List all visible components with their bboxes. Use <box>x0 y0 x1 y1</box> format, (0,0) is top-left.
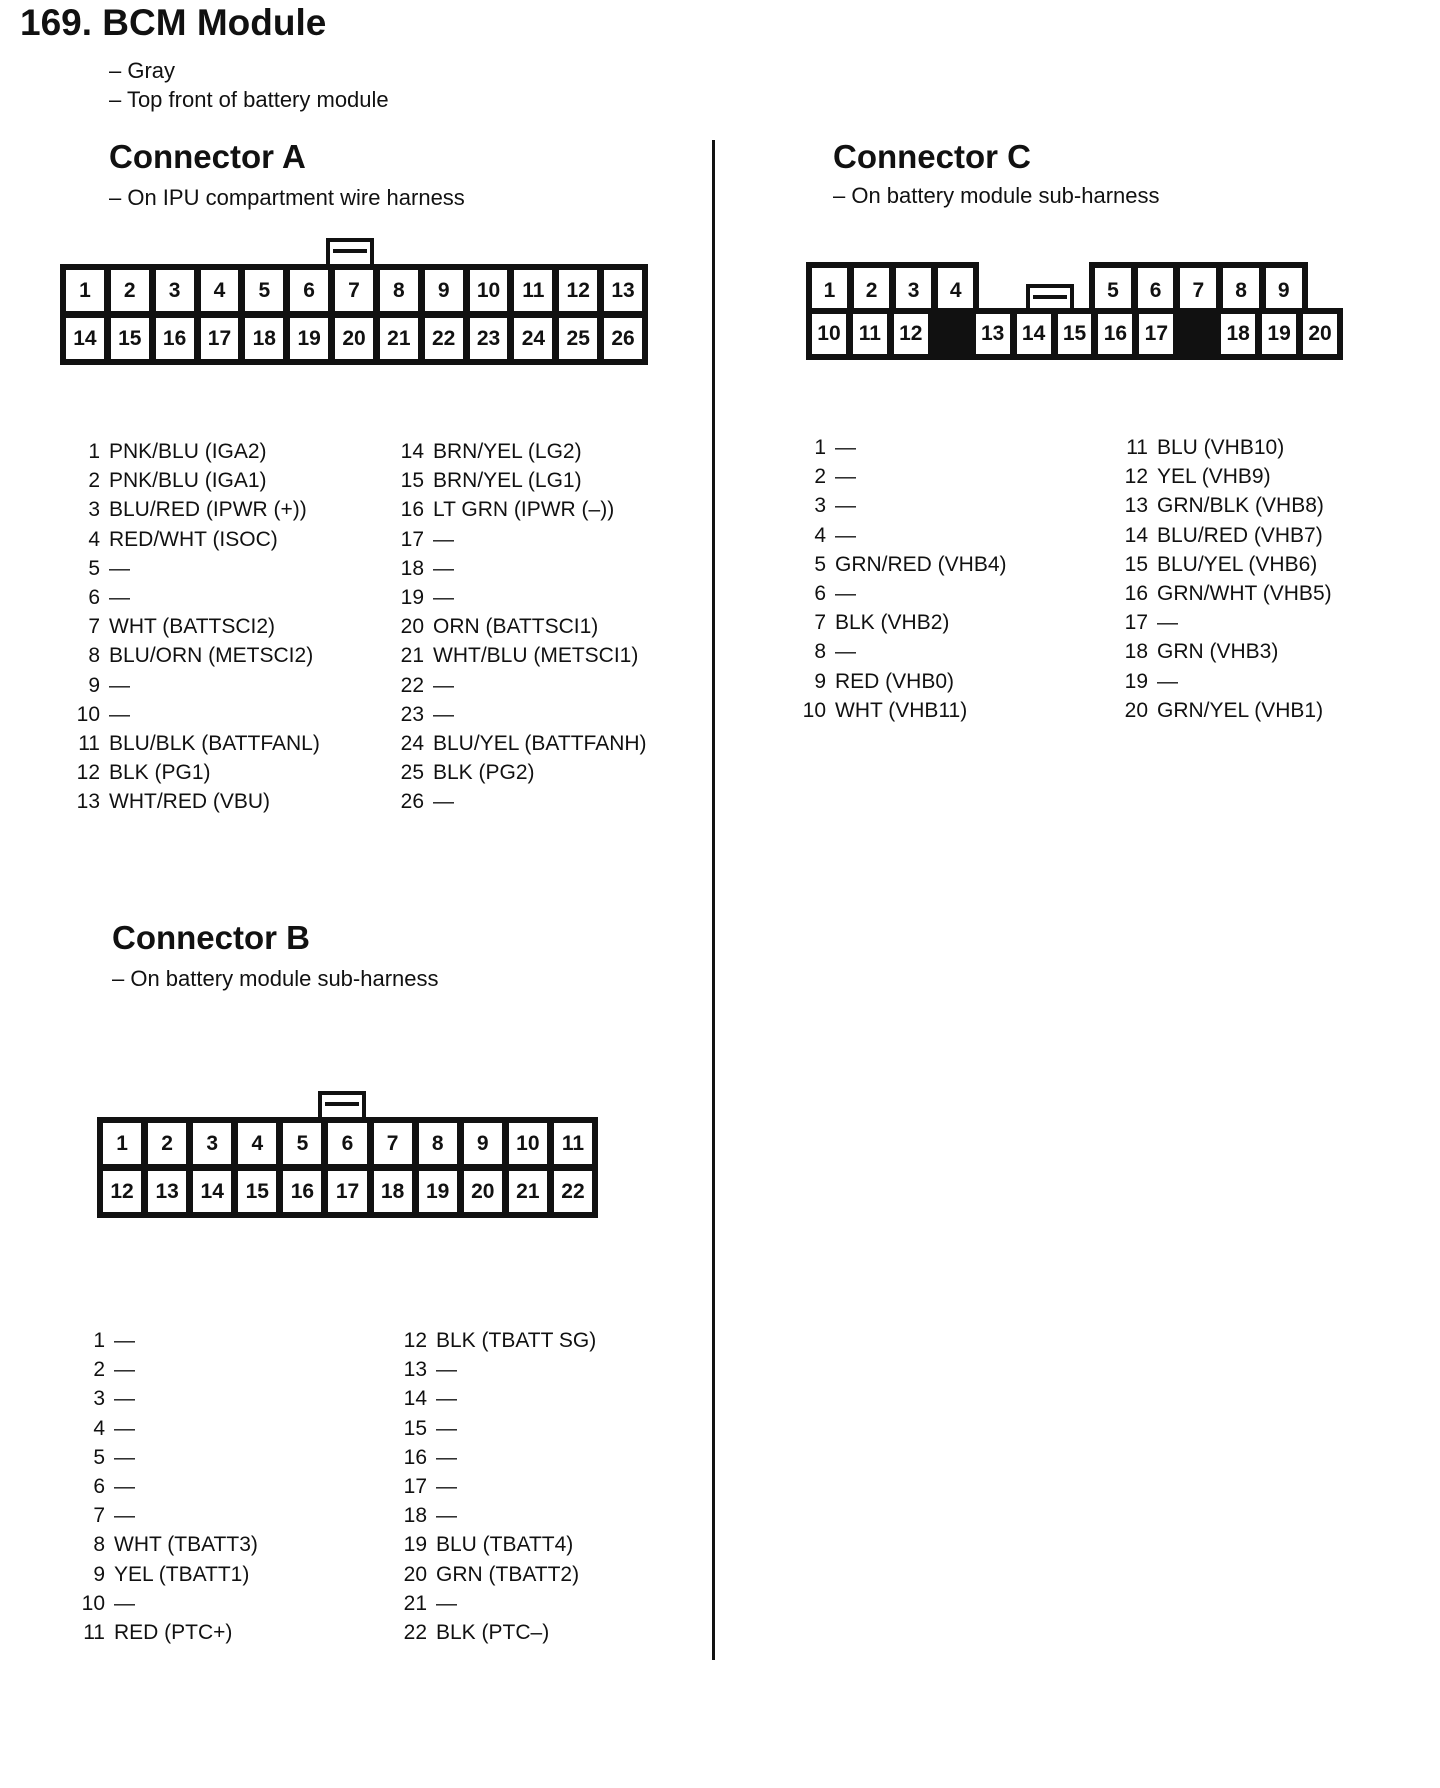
pin-number: 12 <box>1124 465 1148 489</box>
pin-number: 18 <box>400 556 424 580</box>
pin-description: GRN (VHB3) <box>1157 640 1279 664</box>
pin-description: — <box>835 523 856 547</box>
connector-pin: 12 <box>892 312 930 356</box>
connector-a-location: – On IPU compartment wire harness <box>109 185 465 210</box>
module-color: – Gray <box>109 58 176 83</box>
module-location: – Top front of battery module <box>109 87 389 112</box>
pin-entry <box>394 525 647 554</box>
pin-description: — <box>114 1445 135 1469</box>
pin-entry <box>394 758 647 787</box>
connector-pin: 13 <box>146 1169 188 1214</box>
pin-description: — <box>436 1358 457 1382</box>
connector-c-title: Connector C <box>833 138 1031 175</box>
pin-entry <box>75 1384 258 1413</box>
connector-pin: 6 <box>326 1121 368 1166</box>
pin-number: 12 <box>76 761 100 785</box>
pin-description: — <box>114 1329 135 1352</box>
pin-entry <box>397 1618 596 1647</box>
connector-a-title: Connector A <box>109 138 306 175</box>
connector-b-pins-right <box>397 1326 596 1647</box>
pin-number: 13 <box>1124 494 1148 518</box>
pin-number: 26 <box>400 790 424 814</box>
pin-entry <box>394 729 647 758</box>
pin-entry <box>394 700 647 729</box>
module-details <box>109 56 389 114</box>
pin-description: — <box>433 673 454 697</box>
pin-entry <box>1118 696 1332 725</box>
connector-pin: 1 <box>810 266 849 316</box>
pin-number: 17 <box>400 527 424 551</box>
pin-description: — <box>109 556 130 580</box>
pin-number: 6 <box>814 582 826 606</box>
pin-description: — <box>835 582 856 606</box>
connector-b-diagram <box>97 1117 598 1218</box>
pin-description: BLU/YEL (BATTFANH) <box>433 732 647 756</box>
pin-entry <box>796 521 1007 550</box>
pin-entry <box>394 787 647 816</box>
connector-c-pins-right <box>1118 433 1332 725</box>
connector-pin: 5 <box>243 268 285 313</box>
pin-description: GRN/RED (VHB4) <box>835 552 1007 576</box>
connector-pin: 8 <box>378 268 420 313</box>
pin-number: 2 <box>93 1358 105 1382</box>
connector-pin: 13 <box>974 312 1012 356</box>
pin-number: 23 <box>400 702 424 726</box>
connector-pin: 23 <box>468 316 510 361</box>
pin-number: 8 <box>93 1533 105 1557</box>
pin-entry <box>70 495 320 524</box>
pin-description: BLU (TBATT4) <box>436 1533 574 1557</box>
pin-entry <box>1118 637 1332 666</box>
pin-number: 25 <box>400 761 424 785</box>
pin-entry <box>75 1472 258 1501</box>
pin-number: 10 <box>81 1591 105 1615</box>
pin-number: 19 <box>403 1533 427 1557</box>
connector-pin: 17 <box>199 316 241 361</box>
pin-description: GRN (TBATT2) <box>436 1562 580 1586</box>
pin-number: 17 <box>403 1475 427 1499</box>
pin-number: 8 <box>88 644 100 668</box>
pin-description: LT GRN (IPWR (–)) <box>433 498 615 522</box>
pin-entry <box>397 1443 596 1472</box>
pin-number: 15 <box>400 469 424 493</box>
connector-pin: 14 <box>191 1169 233 1214</box>
pin-entry <box>70 758 320 787</box>
connector-pin: 2 <box>852 266 891 316</box>
connector-pin: 4 <box>236 1121 278 1166</box>
pin-number: 19 <box>1124 669 1148 693</box>
pin-entry <box>796 696 1007 725</box>
pin-number: 17 <box>1124 611 1148 635</box>
pin-number: 21 <box>403 1591 427 1615</box>
pin-number: 1 <box>93 1329 105 1352</box>
column-divider <box>712 140 715 1660</box>
pin-entry <box>394 583 647 612</box>
connector-b-title: Connector B <box>112 919 310 956</box>
connector-pin: 11 <box>851 312 889 356</box>
pin-entry <box>70 671 320 700</box>
pin-number: 4 <box>88 527 100 551</box>
pin-number: 10 <box>802 698 826 722</box>
pin-description: BLU/RED (IPWR (+)) <box>109 498 307 522</box>
pin-number: 22 <box>400 673 424 697</box>
pin-entry <box>397 1384 596 1413</box>
connector-pin: 9 <box>1264 266 1304 316</box>
connector-pin: 1 <box>101 1121 143 1166</box>
pin-number: 7 <box>93 1504 105 1528</box>
pin-description: — <box>835 494 856 518</box>
pin-number: 5 <box>88 556 100 580</box>
pin-number: 8 <box>814 640 826 664</box>
pin-entry <box>75 1326 258 1355</box>
connector-pin: 11 <box>552 1121 594 1166</box>
pin-description: — <box>835 436 856 459</box>
connector-pin: 3 <box>154 268 196 313</box>
connector-pin: 20 <box>1301 312 1339 356</box>
pin-entry <box>397 1560 596 1589</box>
pin-number: 22 <box>403 1621 427 1645</box>
pin-number: 3 <box>88 498 100 522</box>
connector-pin: 3 <box>894 266 933 316</box>
pin-description: — <box>835 465 856 489</box>
pin-entry <box>70 787 320 816</box>
pin-description: — <box>109 586 130 610</box>
pin-description: YEL (VHB9) <box>1157 465 1271 489</box>
pin-number: 11 <box>83 1621 105 1645</box>
connector-c-pins-left <box>796 433 1007 725</box>
connector-pin: 18 <box>1219 312 1257 356</box>
pin-number: 18 <box>403 1504 427 1528</box>
pin-entry <box>1118 579 1332 608</box>
pin-entry <box>75 1501 258 1530</box>
pin-description: BRN/YEL (LG1) <box>433 469 582 493</box>
pin-description: BRN/YEL (LG2) <box>433 440 582 463</box>
pin-entry <box>397 1530 596 1559</box>
pin-entry <box>796 579 1007 608</box>
pin-description: BLK (VHB2) <box>835 611 950 635</box>
pin-entry <box>796 550 1007 579</box>
connector-pin: 16 <box>281 1169 323 1214</box>
pin-description: GRN/BLK (VHB8) <box>1157 494 1324 518</box>
pin-description: ORN (BATTSCI1) <box>433 615 599 639</box>
pin-description: BLK (PG2) <box>433 761 535 785</box>
pin-entry <box>394 437 647 466</box>
pin-entry <box>796 637 1007 666</box>
pin-description: — <box>1157 611 1178 635</box>
pin-entry <box>70 525 320 554</box>
connector-pin: 5 <box>1093 266 1133 316</box>
connector-pin: 20 <box>333 316 375 361</box>
pin-number: 5 <box>814 552 826 576</box>
pin-description: — <box>1157 669 1178 693</box>
pin-entry <box>1118 667 1332 696</box>
connector-pin: 4 <box>936 266 975 316</box>
pin-entry <box>75 1414 258 1443</box>
page-title: 169. BCM Module <box>20 2 327 43</box>
pin-number: 16 <box>400 498 424 522</box>
connector-a-diagram <box>60 264 648 365</box>
pin-description: BLU/RED (VHB7) <box>1157 523 1323 547</box>
connector-pin: 9 <box>462 1121 504 1166</box>
connector-pin: 3 <box>191 1121 233 1166</box>
pin-number: 1 <box>814 436 826 459</box>
connector-a-pins-right <box>394 437 647 817</box>
pin-number: 10 <box>76 702 100 726</box>
connector-pin: 12 <box>557 268 599 313</box>
pin-description: — <box>835 640 856 664</box>
pin-entry <box>75 1618 258 1647</box>
pin-description: — <box>436 1504 457 1528</box>
pin-entry <box>1118 550 1332 579</box>
connector-pin: 19 <box>288 316 330 361</box>
pin-number: 16 <box>403 1445 427 1469</box>
connector-pin: 7 <box>372 1121 414 1166</box>
pin-number: 4 <box>814 523 826 547</box>
pin-entry <box>397 1501 596 1530</box>
pin-description: BLK (PTC–) <box>436 1621 550 1645</box>
connector-pin: 2 <box>146 1121 188 1166</box>
connector-pin: 11 <box>512 268 554 313</box>
connector-pin: 9 <box>423 268 465 313</box>
pin-entry <box>397 1472 596 1501</box>
connector-a-pins-left <box>70 437 320 817</box>
connector-pin: 20 <box>462 1169 504 1214</box>
connector-pin: 7 <box>333 268 375 313</box>
pin-entry <box>394 495 647 524</box>
pin-description: — <box>436 1445 457 1469</box>
connector-b-pins-left <box>75 1326 258 1647</box>
connector-pin: 19 <box>1260 312 1298 356</box>
connector-c-location: – On battery module sub-harness <box>833 183 1160 208</box>
pin-description: — <box>433 527 454 551</box>
connector-pin: 12 <box>101 1169 143 1214</box>
pin-description: — <box>114 1387 135 1411</box>
pin-entry <box>796 433 1007 462</box>
connector-pin: 10 <box>810 312 848 356</box>
connector-pin: 8 <box>417 1121 459 1166</box>
pin-number: 7 <box>88 615 100 639</box>
pin-number: 11 <box>78 732 100 756</box>
connector-c-bottom-row <box>806 308 1343 360</box>
pin-number: 2 <box>814 465 826 489</box>
pin-description: BLK (TBATT SG) <box>436 1329 597 1352</box>
connector-pin: 17 <box>1137 312 1175 356</box>
pin-entry <box>70 554 320 583</box>
pin-entry <box>1118 491 1332 520</box>
connector-pin: 7 <box>1178 266 1218 316</box>
pin-number: 9 <box>88 673 100 697</box>
pin-entry <box>70 641 320 670</box>
connector-pin: 14 <box>64 316 106 361</box>
pin-description: YEL (TBATT1) <box>114 1562 250 1586</box>
pin-number: 15 <box>1124 552 1148 576</box>
connector-pin: 1 <box>64 268 106 313</box>
pin-description: — <box>114 1504 135 1528</box>
pin-description: WHT/RED (VBU) <box>109 790 270 814</box>
pin-entry <box>75 1443 258 1472</box>
pin-entry <box>75 1355 258 1384</box>
connector-pin: 4 <box>199 268 241 313</box>
blocked-cavity <box>933 312 971 356</box>
pin-number: 9 <box>93 1562 105 1586</box>
pin-description: — <box>436 1475 457 1499</box>
pin-number: 21 <box>400 644 424 668</box>
pin-number: 4 <box>93 1416 105 1440</box>
pin-number: 5 <box>93 1445 105 1469</box>
pin-description: BLU/YEL (VHB6) <box>1157 552 1318 576</box>
pin-entry <box>1118 433 1332 462</box>
connector-c-diagram <box>806 262 1343 359</box>
pin-description: WHT (TBATT3) <box>114 1533 258 1557</box>
pin-description: — <box>109 673 130 697</box>
pin-description: — <box>114 1591 135 1615</box>
pin-description: GRN/YEL (VHB1) <box>1157 698 1324 722</box>
pin-number: 3 <box>814 494 826 518</box>
pin-number: 15 <box>403 1416 427 1440</box>
connector-pin: 10 <box>468 268 510 313</box>
pin-description: RED (PTC+) <box>114 1621 233 1645</box>
pin-description: — <box>114 1416 135 1440</box>
connector-pin: 19 <box>417 1169 459 1214</box>
pin-description: RED (VHB0) <box>835 669 955 693</box>
pin-description: — <box>433 790 454 814</box>
connector-pin: 26 <box>602 316 644 361</box>
pin-description: — <box>114 1475 135 1499</box>
pin-description: — <box>433 556 454 580</box>
pin-description: — <box>433 586 454 610</box>
pin-entry <box>75 1589 258 1618</box>
pin-description: — <box>436 1387 457 1411</box>
connector-pin: 21 <box>378 316 420 361</box>
pin-number: 12 <box>403 1329 427 1352</box>
pin-entry <box>70 729 320 758</box>
connector-pin: 15 <box>1056 312 1094 356</box>
pin-entry <box>796 608 1007 637</box>
pin-number: 13 <box>403 1358 427 1382</box>
pin-number: 9 <box>814 669 826 693</box>
pin-entry <box>70 700 320 729</box>
pin-entry <box>397 1589 596 1618</box>
pin-entry <box>70 437 320 466</box>
pin-description: WHT/BLU (METSCI1) <box>433 644 639 668</box>
pin-entry <box>394 671 647 700</box>
connector-pin: 24 <box>512 316 554 361</box>
pin-entry <box>394 641 647 670</box>
blocked-cavity <box>1178 312 1216 356</box>
pin-number: 20 <box>400 615 424 639</box>
pin-number: 19 <box>400 586 424 610</box>
pin-number: 20 <box>1124 698 1148 722</box>
connector-pin: 14 <box>1015 312 1053 356</box>
connector-pin: 15 <box>236 1169 278 1214</box>
pin-description: WHT (BATTSCI2) <box>109 615 276 639</box>
pin-description: PNK/BLU (IGA1) <box>109 469 267 493</box>
pin-description: BLK (PG1) <box>109 761 211 785</box>
pin-entry <box>394 554 647 583</box>
pin-description: — <box>433 702 454 726</box>
pin-description: — <box>109 702 130 726</box>
pin-entry <box>1118 521 1332 550</box>
connector-pin: 18 <box>372 1169 414 1214</box>
connector-pin: 6 <box>1136 266 1176 316</box>
pin-description: BLU/ORN (METSCI2) <box>109 644 314 668</box>
pin-number: 1 <box>88 440 100 463</box>
pin-entry <box>1118 608 1332 637</box>
pin-description: — <box>436 1591 457 1615</box>
pin-number: 3 <box>93 1387 105 1411</box>
connector-pin: 21 <box>507 1169 549 1214</box>
pin-description: — <box>114 1358 135 1382</box>
pin-entry <box>796 491 1007 520</box>
pin-entry <box>397 1326 596 1355</box>
pin-description: PNK/BLU (IGA2) <box>109 440 267 463</box>
connector-pin: 6 <box>288 268 330 313</box>
connector-pin: 2 <box>109 268 151 313</box>
pin-number: 18 <box>1124 640 1148 664</box>
connector-pin: 16 <box>1096 312 1134 356</box>
pin-description: — <box>436 1416 457 1440</box>
pin-number: 14 <box>1124 523 1148 547</box>
pin-number: 7 <box>814 611 826 635</box>
pin-entry <box>397 1355 596 1384</box>
pin-number: 14 <box>403 1387 427 1411</box>
pin-entry <box>796 667 1007 696</box>
connector-pin: 13 <box>602 268 644 313</box>
pin-entry <box>75 1560 258 1589</box>
pin-entry <box>796 462 1007 491</box>
pin-description: BLU (VHB10) <box>1157 436 1285 459</box>
pin-entry <box>1118 462 1332 491</box>
pin-entry <box>70 583 320 612</box>
pin-number: 2 <box>88 469 100 493</box>
pin-number: 6 <box>93 1475 105 1499</box>
connector-pin: 18 <box>243 316 285 361</box>
pin-number: 11 <box>1126 436 1148 459</box>
connector-b-location: – On battery module sub-harness <box>112 966 439 991</box>
pin-number: 14 <box>400 440 424 463</box>
pin-description: GRN/WHT (VHB5) <box>1157 582 1332 606</box>
connector-pin: 5 <box>281 1121 323 1166</box>
pin-number: 6 <box>88 586 100 610</box>
connector-pin: 15 <box>109 316 151 361</box>
pin-entry <box>394 466 647 495</box>
pin-entry <box>397 1414 596 1443</box>
pin-entry <box>394 612 647 641</box>
pin-number: 13 <box>76 790 100 814</box>
pin-number: 16 <box>1124 582 1148 606</box>
pin-number: 24 <box>400 732 424 756</box>
connector-pin: 10 <box>507 1121 549 1166</box>
pin-entry <box>70 466 320 495</box>
connector-pin: 16 <box>154 316 196 361</box>
pin-description: WHT (VHB11) <box>835 698 968 722</box>
pin-entry <box>70 612 320 641</box>
pin-number: 20 <box>403 1562 427 1586</box>
connector-pin: 22 <box>552 1169 594 1214</box>
pin-description: RED/WHT (ISOC) <box>109 527 278 551</box>
connector-pin: 8 <box>1221 266 1261 316</box>
pin-description: BLU/BLK (BATTFANL) <box>109 732 320 756</box>
pin-entry <box>75 1530 258 1559</box>
connector-pin: 22 <box>423 316 465 361</box>
connector-pin: 25 <box>557 316 599 361</box>
connector-pin: 17 <box>326 1169 368 1214</box>
